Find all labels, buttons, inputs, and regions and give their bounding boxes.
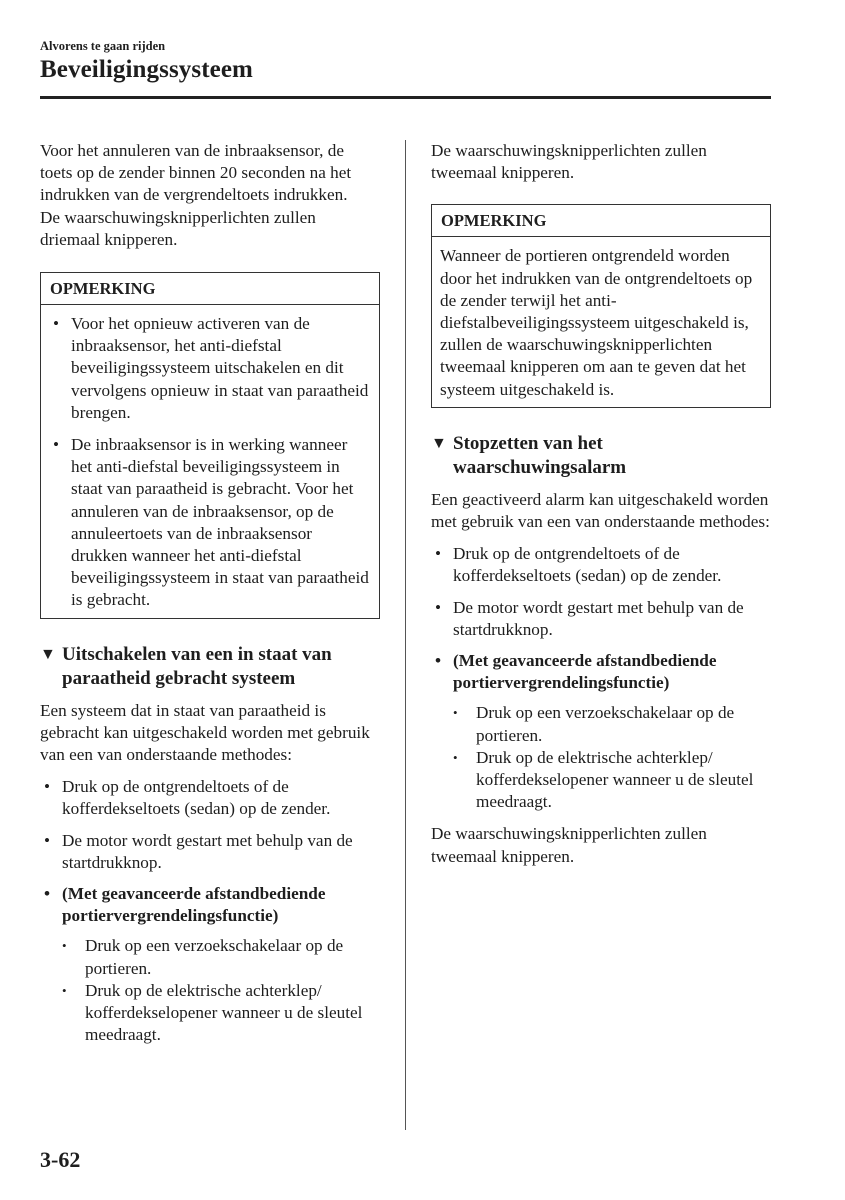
note-heading: OPMERKING bbox=[41, 273, 379, 305]
right-intro: De waarschuwingsknipperlichten zullen tweemaal knipperen. bbox=[431, 141, 707, 183]
list-item: • Druk op de ontgrendeltoets of de kofferdekseltoets (sedan) op de zender. bbox=[431, 543, 771, 587]
page-number: 3-62 bbox=[40, 1147, 81, 1172]
method-list bbox=[431, 543, 771, 813]
sub-item: • Druk op een verzoekschakelaar op de portieren. bbox=[431, 702, 771, 746]
left-intro: Voor het annuleren van de inbraaksensor, de toets op de zender binnen 20 seconden na het indrukken van de vergrendeltoets indrukken. bbox=[40, 141, 352, 205]
note-box-right bbox=[431, 204, 771, 407]
section-outro: De waarschuwingsknipperlichten zullen tweemaal knipperen. bbox=[431, 824, 707, 866]
header-kicker: Alvorens te gaan rijden bbox=[40, 39, 166, 53]
header-rule bbox=[40, 96, 771, 99]
sub-list bbox=[62, 935, 380, 1046]
triangle-down-icon: ▼ bbox=[431, 434, 447, 452]
column-divider bbox=[405, 140, 406, 1130]
section-heading-left bbox=[40, 643, 380, 691]
sub-item: • Druk op de elektrische achterklep/ kofferdekselopener wanneer u de sleutel meedraagt. bbox=[431, 747, 771, 814]
note-list bbox=[49, 313, 371, 612]
right-column bbox=[431, 140, 771, 868]
section-heading-text: Uitschakelen van een in staat van paraatheid gebracht systeem bbox=[62, 643, 332, 689]
list-item-bold-text: (Met geavanceerde afstandbediende portiervergrendelingsfunctie) bbox=[453, 651, 717, 693]
note-item: • Voor het opnieuw activeren van de inbraaksensor, het anti-diefstal beveiligingssysteem uitschakelen en dit vervolgens opnieuw in staat van paraatheid brengen. bbox=[49, 313, 371, 424]
sub-item: • Druk op een verzoekschakelaar op de portieren. bbox=[40, 935, 380, 979]
note-box-left bbox=[40, 272, 380, 619]
sub-list bbox=[453, 702, 771, 813]
section-intro: Een systeem dat in staat van paraatheid is gebracht kan uitgeschakeld worden met gebruik van een van onderstaande methodes: bbox=[40, 700, 370, 765]
note-text: Wanneer de portieren ontgrendeld worden door het indrukken van de ontgrendeltoets op de zender terwijl het anti-diefstalbeveiligingssysteem uitgeschakeld is, zullen de waarschuwingsknipperlichten tweemaal knipperen om aan te geven dat het systeem uitgeschakeld is. bbox=[440, 246, 753, 399]
list-item: • De motor wordt gestart met behulp van de startdrukknop. bbox=[40, 830, 380, 874]
note-heading: OPMERKING bbox=[432, 205, 770, 237]
list-item: • Druk op de ontgrendeltoets of de kofferdekseltoets (sedan) op de zender. bbox=[40, 776, 380, 820]
list-item-bold bbox=[431, 650, 771, 813]
method-list bbox=[40, 776, 380, 1046]
section-intro: Een geactiveerd alarm kan uitgeschakeld worden met gebruik van een van onderstaande methodes: bbox=[431, 489, 770, 532]
sub-item: • Druk op de elektrische achterklep/ kofferdekselopener wanneer u de sleutel meedraagt. bbox=[40, 980, 380, 1047]
section-heading-right bbox=[431, 432, 771, 480]
page-title: Beveiligingssysteem bbox=[40, 56, 253, 83]
left-column bbox=[40, 140, 380, 1056]
triangle-down-icon: ▼ bbox=[40, 645, 56, 663]
list-item-bold bbox=[40, 883, 380, 1046]
left-intro-2: De waarschuwingsknipperlichten zullen driemaal knipperen. bbox=[40, 207, 316, 249]
section-heading-text: Stopzetten van het waarschuwingsalarm bbox=[453, 432, 627, 478]
list-item: • De motor wordt gestart met behulp van de startdrukknop. bbox=[431, 597, 771, 641]
note-item: • De inbraaksensor is in werking wanneer het anti-diefstal beveiligingssysteem in staat van paraatheid is gebracht. Voor het annuleren van de inbraaksensor, op de annuleertoets van de inbraaksensor drukken wanneer het anti-diefstal beveiligingssysteem in staat van paraatheid is gebracht. bbox=[49, 434, 371, 612]
list-item-bold-text: (Met geavanceerde afstandbediende portiervergrendelingsfunctie) bbox=[62, 884, 326, 926]
